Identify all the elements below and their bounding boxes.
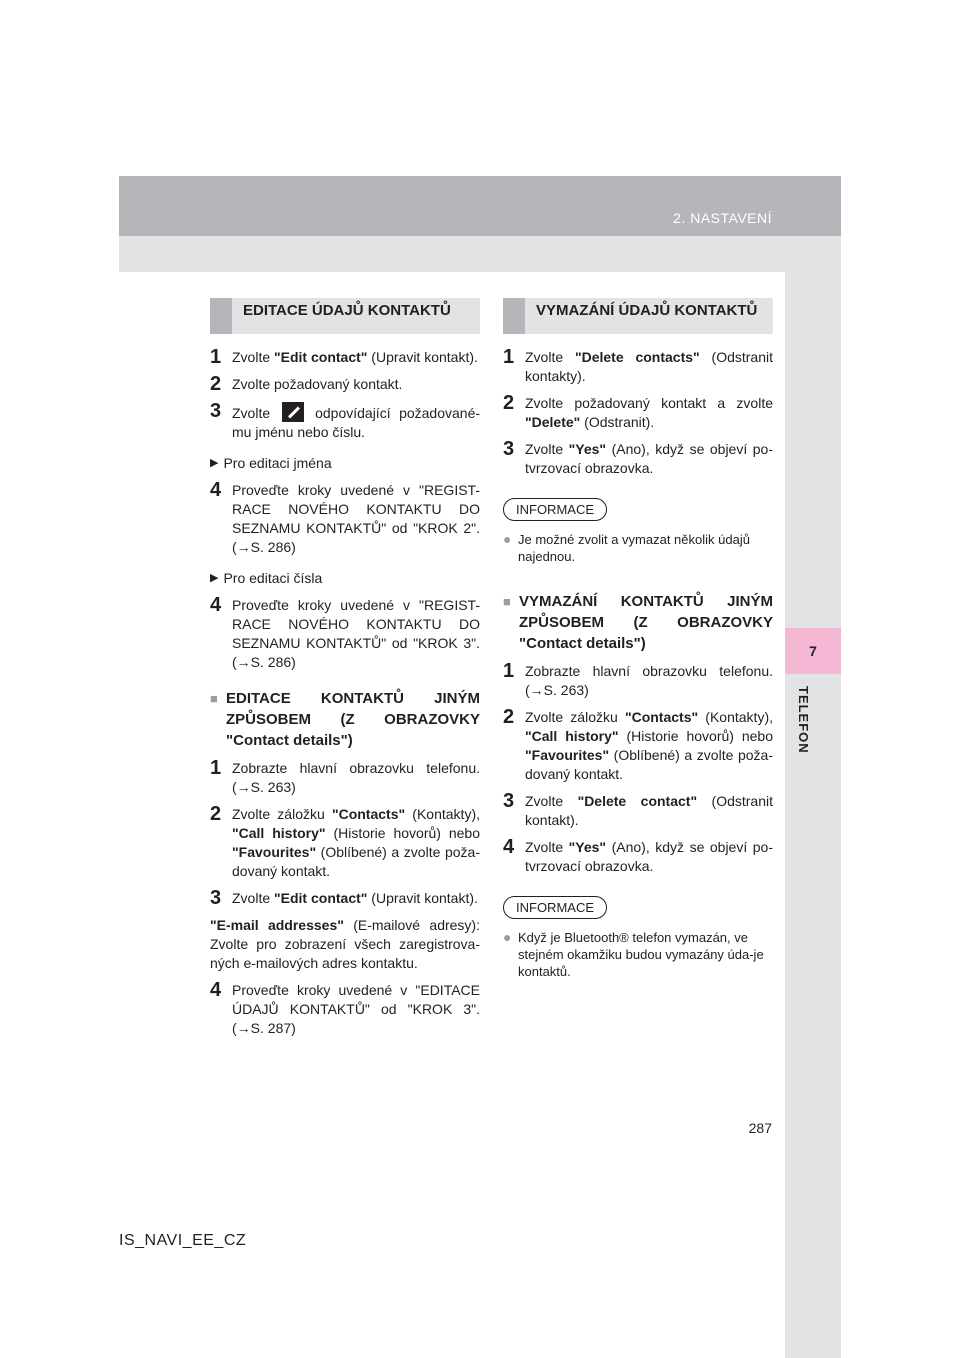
chapter-label: TELEFON: [796, 686, 811, 754]
subsection-heading: ■ EDITACE KONTAKTŮ JINÝM ZPŮSOBEM (Z OBRAZOVKY "Contact details"): [210, 690, 480, 749]
subsection-heading: ■ VYMAZÁNÍ KONTAKTŮ JINÝM ZPŮSOBEM (Z OBRAZOVKY "Contact details"): [503, 593, 773, 652]
step: 3 Zvolte "Edit contact" (Upravit kontakt).: [210, 887, 478, 909]
sub-heading-name: ▶ Pro editaci jména: [210, 455, 332, 471]
step: 4 Proveďte kroky uvedené v "EDITACE ÚDAJŮ KONTAKTŮ" od "KROK 3". (→S. 287): [210, 979, 480, 1036]
info-item: ● Když je Bluetooth® telefon vymazán, ve stejném okamžiku budou vymazány úda-je kontaktů.: [503, 929, 764, 979]
left-column: [210, 298, 480, 1038]
document-code: IS_NAVI_EE_CZ: [119, 1232, 247, 1249]
triangle-right-icon: ▶: [210, 457, 219, 469]
right-column: [503, 298, 773, 980]
step: 1 Zvolte "Edit contact" (Upravit kontakt).: [210, 346, 478, 368]
step: 1 Zobrazte hlavní obrazovku telefonu. (→S. 263): [503, 660, 773, 698]
info-item: ● Je možné zvolit a vymazat několik údajů najednou.: [503, 531, 750, 564]
step: 4 Proveďte kroky uvedené v "REGIST-RACE NOVÉHO KONTAKTU DO SEZNAMU KONTAKTŮ" od "KROK 2". (→S. 286): [210, 479, 480, 555]
step: 2 Zvolte záložku "Contacts" (Kontakty), "Call history" (Historie hovorů) nebo "Favourites" (Oblíbené) a zvolte poža-dovaný kontakt.: [210, 803, 480, 879]
step: 3 Zvolte "Delete contact" (Odstranit kontakt).: [503, 790, 773, 828]
bullet-icon: ●: [503, 531, 512, 547]
step: 2 Zvolte požadovaný kontakt.: [210, 373, 403, 395]
step: 4 Proveďte kroky uvedené v "REGIST-RACE NOVÉHO KONTAKTU DO SEZNAMU KONTAKTŮ" od "KROK 3". (→S. 286): [210, 594, 480, 670]
chapter-number-tab: 7: [785, 628, 841, 674]
section-title: 2. NASTAVENÍ: [673, 210, 772, 226]
info-badge: INFORMACE: [503, 896, 607, 919]
bullet-icon: ●: [503, 929, 512, 945]
sub-heading-number: ▶ Pro editaci čísla: [210, 570, 323, 586]
square-bullet-icon: ■: [210, 691, 218, 706]
step: 3 Zvolte odpovídající požadované-mu jménu nebo číslu.: [210, 400, 481, 440]
info-badge: INFORMACE: [503, 498, 607, 521]
section-heading-edit: EDITACE ÚDAJŮ KONTAKTŮ: [210, 298, 480, 334]
step: 2 Zvolte požadovaný kontakt a zvolte "Delete" (Odstranit).: [503, 392, 773, 430]
step: 2 Zvolte záložku "Contacts" (Kontakty), "Call history" (Historie hovorů) nebo "Favourites" (Oblíbené) a zvolte poža-dovaný kontakt.: [503, 706, 773, 782]
step: 3 Zvolte "Yes" (Ano), když se objeví po-tvrzovací obrazovka.: [503, 438, 773, 476]
pencil-icon: [282, 402, 304, 422]
side-band: [785, 272, 841, 1358]
header-band: [119, 176, 841, 236]
step: 1 Zobrazte hlavní obrazovku telefonu. (→S. 263): [210, 757, 480, 795]
email-note: "E-mail addresses" (E-mailové adresy): Zvolte pro zobrazení všech zaregistrova-ných e-mailových adres kontaktu.: [210, 917, 480, 971]
square-bullet-icon: ■: [503, 594, 511, 609]
triangle-right-icon: ▶: [210, 572, 219, 584]
header-sub-band: [119, 236, 841, 272]
page-number: 287: [748, 1120, 772, 1136]
step: 1 Zvolte "Delete contacts" (Odstranit kontakty).: [503, 346, 773, 384]
section-heading-delete: VYMAZÁNÍ ÚDAJŮ KONTAKTŮ: [503, 298, 773, 334]
step: 4 Zvolte "Yes" (Ano), když se objeví po-tvrzovací obrazovka.: [503, 836, 773, 874]
